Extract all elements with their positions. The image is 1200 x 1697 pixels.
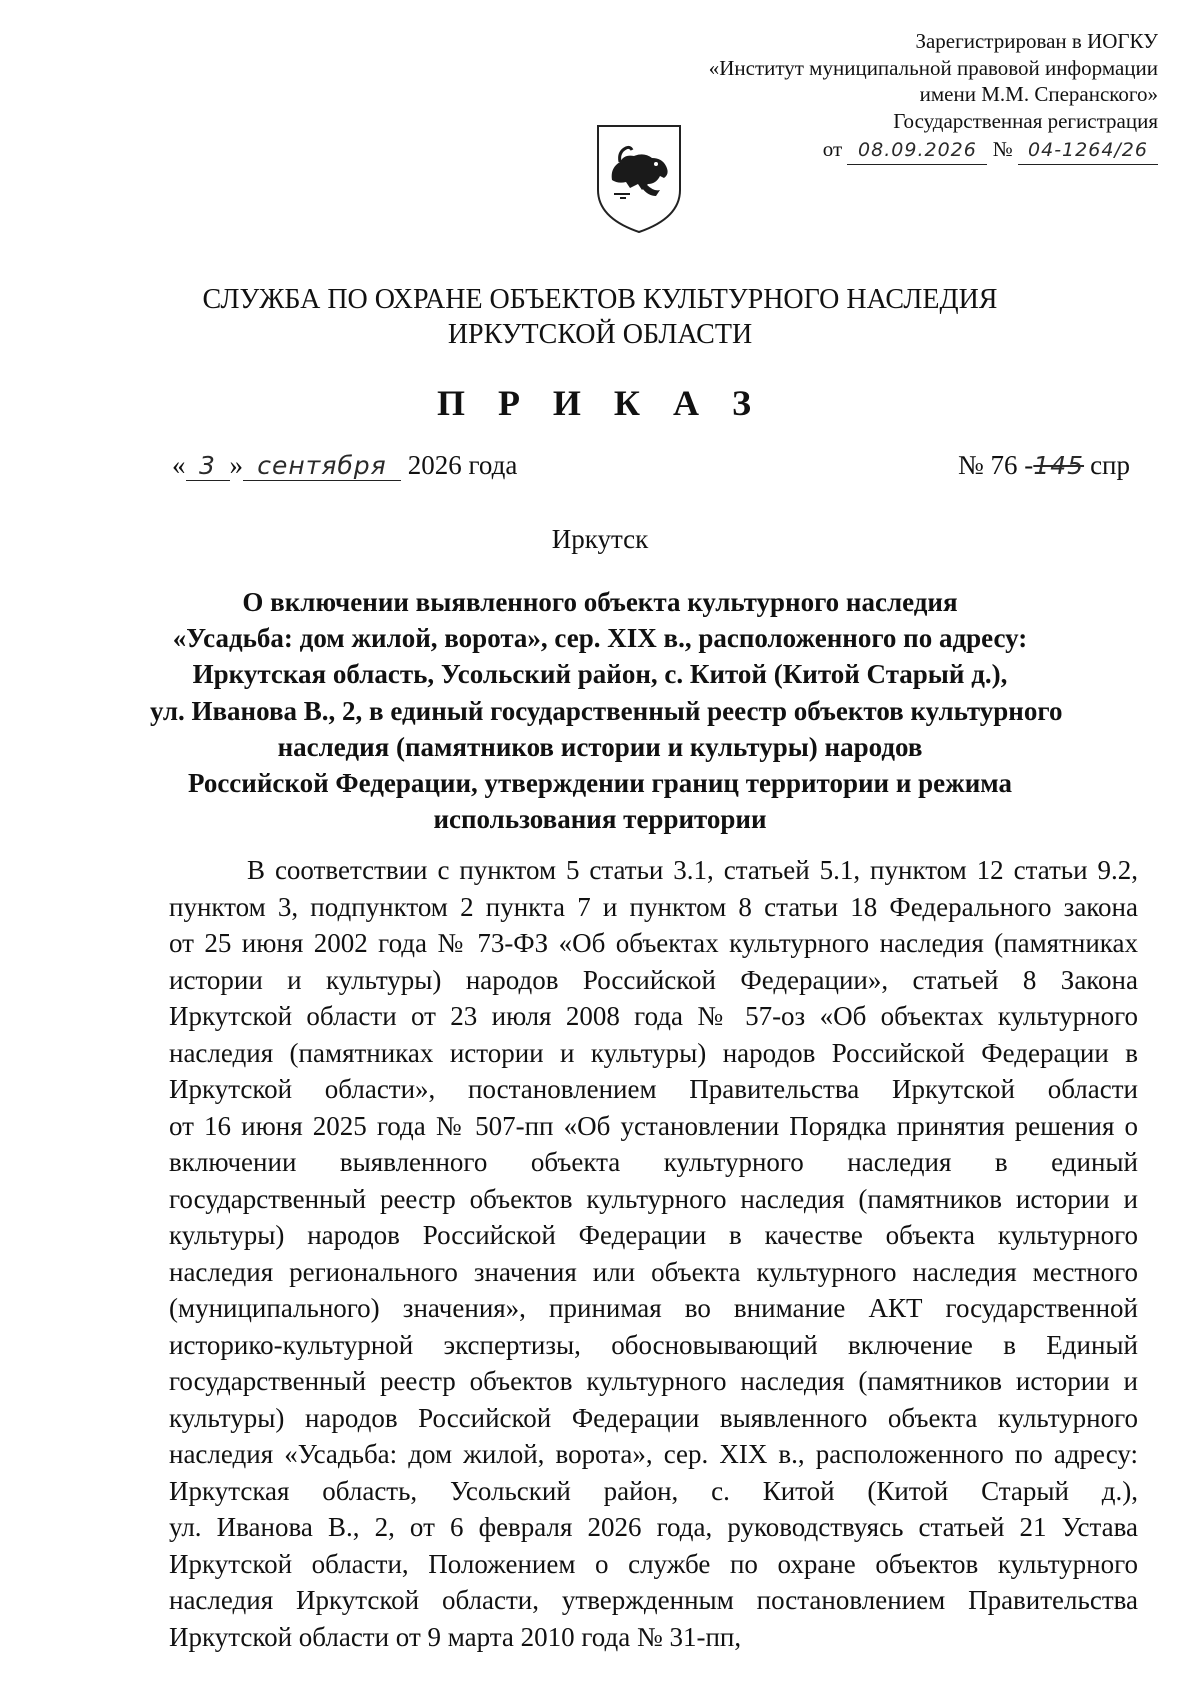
body-line: ул. Иванова В., 2, от 6 февраля 2026 года, руководствуясь статьей 21 Устава: [169, 1512, 1138, 1542]
order-title: П Р И К А З: [436, 383, 764, 423]
order-date-number-row: [172, 450, 1152, 498]
registration-date-number-row: [638, 136, 1158, 165]
organization-line-1: СЛУЖБА ПО ОХРАНЕ ОБЪЕКТОВ КУЛЬТУРНОГО НАСЛЕДИЯ: [202, 284, 998, 315]
body-line: Иркутской области, Положением о службе по охране объектов культурного: [169, 1548, 1138, 1579]
body-line: пунктом 3, подпунктом 2 пункта 7 и пунктом 8 статьи 18 Федерального закона: [169, 891, 1138, 922]
body-line: Иркутской области от 23 июля 2008 года № 57-оз «Об объектах культурного: [169, 1001, 1138, 1031]
organization-name: [0, 282, 1200, 352]
order-subject: [150, 584, 1063, 837]
subject-line: ул. Иванова В., 2, в единый государственный реестр объектов культурного: [150, 695, 1063, 726]
date-open-quote: «: [172, 450, 186, 480]
organization-line-2: ИРКУТСКОЙ ОБЛАСТИ: [447, 319, 753, 350]
order-date: [172, 450, 517, 481]
subject-line: Российской Федерации, утверждении границ территории и режима: [188, 768, 1012, 799]
subject-line: Иркутская область, Усольский район, с. Китой (Китой Старый д.),: [192, 659, 1008, 690]
irkutsk-coat-of-arms-icon: [590, 118, 688, 238]
body-line: культуры) народов Российской Федерации выявленного объекта культурного: [169, 1402, 1138, 1433]
registration-line-3: имени М.М. Сперанского»: [919, 82, 1158, 106]
body-line: включении выявленного объекта культурного наследия в единый: [169, 1147, 1138, 1177]
body-line: историко-культурной экспертизы, обосновывающий включение в Единый: [169, 1329, 1138, 1360]
date-year: 2026 года: [407, 450, 518, 480]
order-number-prefix: № 76 -: [958, 450, 1034, 480]
date-day-handwritten: 3: [186, 451, 230, 481]
subject-line: наследия (памятников истории и культуры) народов: [277, 731, 923, 762]
body-line: Иркутской области от 9 марта 2010 года № 31-пп,: [169, 1621, 742, 1652]
registration-number-label: №: [992, 137, 1013, 161]
body-line: Иркутская область, Усольский район, с. Китой (Китой Старый д.),: [169, 1475, 1138, 1506]
order-number-suffix: спр: [1090, 450, 1130, 480]
body-line: наследия «Усадьба: дом жилой, ворота», сер. XIX в., расположенного по адресу:: [169, 1439, 1138, 1469]
order-number: [958, 450, 1130, 481]
body-line: культуры) народов Российской Федерации в качестве объекта культурного: [169, 1220, 1138, 1250]
registration-from-label: от: [822, 137, 843, 161]
subject-line: О включении выявленного объекта культурного наследия: [242, 587, 958, 617]
order-number-handwritten: 145: [1033, 451, 1085, 480]
body-line: наследия Иркутской области, утвержденным постановлением Правительства: [169, 1585, 1138, 1615]
registration-number-handwritten: 04-1264/26: [1018, 137, 1158, 165]
body-line: истории и культуры) народов Российской Федерации», статьей 8 Закона: [169, 964, 1138, 995]
body-line: Иркутской области», постановлением Правительства Иркутской области: [169, 1074, 1138, 1104]
body-line: государственный реестр объектов культурного наследия (памятников истории и: [169, 1366, 1138, 1396]
body-line: государственный реестр объектов культурного наследия (памятников истории и: [169, 1183, 1138, 1214]
body-line: наследия (памятниках истории и культуры) народов Российской Федерации в: [169, 1037, 1138, 1068]
registration-line-4: Государственная регистрация: [893, 108, 1158, 133]
city: Иркутск: [551, 524, 649, 554]
registration-stamp: [638, 28, 1158, 165]
body-line: от 16 июня 2025 года № 507-пп «Об установлении Порядка принятия решения о: [169, 1110, 1138, 1141]
registration-line-2: «Институт муниципальной правовой информации: [708, 55, 1158, 80]
registration-date-handwritten: 08.09.2026: [847, 137, 987, 165]
date-month-handwritten: сентября: [243, 451, 401, 481]
date-close-quote: »: [229, 450, 243, 480]
body-line: В соответствии с пунктом 5 статьи 3.1, статьей 5.1, пунктом 12 статьи 9.2,: [247, 855, 1138, 885]
registration-line-1: Зарегистрирован в ИОГКУ: [915, 29, 1158, 53]
order-body-paragraph: [169, 852, 1138, 1655]
subject-line: использования территории: [433, 804, 767, 835]
body-line: наследия регионального значения или объекта культурного наследия местного: [169, 1256, 1138, 1287]
body-line: от 25 июня 2002 года № 73-ФЗ «Об объектах культурного наследия (памятниках: [169, 928, 1138, 958]
subject-line: «Усадьба: дом жилой, ворота», сер. XIX в., расположенного по адресу:: [172, 623, 1028, 654]
body-line: (муниципального) значения», принимая во внимание АКТ государственной: [169, 1293, 1138, 1323]
